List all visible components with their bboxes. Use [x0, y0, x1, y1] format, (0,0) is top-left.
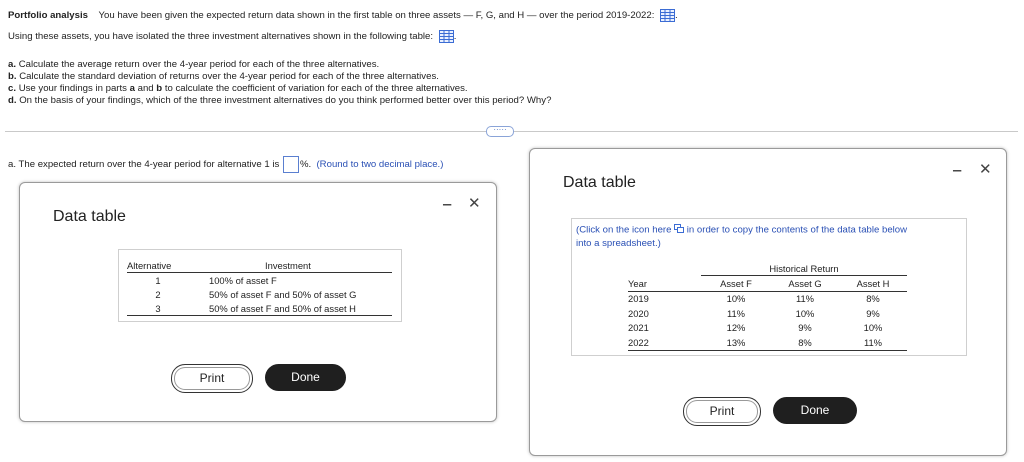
part-letter: a.: [8, 59, 17, 70]
cell-asset-h: 10%: [863, 322, 883, 334]
col-header-alternative: Alternative: [127, 260, 172, 271]
print-button[interactable]: Print: [171, 364, 253, 393]
dialog-title: Data table: [563, 174, 636, 191]
done-button[interactable]: Done: [265, 364, 346, 391]
cell-asset-h: 8%: [866, 293, 880, 305]
data-table-dialog-alternatives: [19, 182, 497, 422]
cell-asset-f: 11%: [726, 307, 746, 319]
part-letter: b.: [8, 71, 17, 82]
intro-text-1: You have been given the expected return data shown in the first table on three assets — F, G, and H — over the period 2019-2022:: [98, 10, 655, 22]
cell-asset-g: 10%: [795, 307, 815, 319]
part-ref: a: [129, 83, 135, 94]
part-b: [8, 71, 439, 82]
done-button[interactable]: Done: [773, 397, 857, 424]
table-row: [628, 321, 907, 336]
table-row: [127, 288, 392, 302]
table-grid-icon[interactable]: [439, 30, 454, 43]
part-text: to calculate the coefficient of variation for each of the three alternatives.: [162, 83, 468, 94]
problem-intro-line2: [8, 30, 456, 43]
col-header-investment: Investment: [265, 260, 311, 271]
table-row: [127, 302, 392, 316]
cell-year: 2019: [628, 293, 649, 305]
copy-note-suffix: in order to copy the contents of the data table below: [686, 224, 908, 236]
question-prefix: a. The expected return over the 4-year period for alternative 1 is: [8, 159, 280, 171]
alternatives-table: [127, 260, 392, 316]
cell-asset-g: 8%: [798, 336, 812, 348]
part-ref: b: [156, 83, 163, 94]
table-row: [628, 291, 907, 306]
col-header-asset-g: Asset G: [788, 277, 822, 289]
period: .: [453, 31, 457, 43]
cell-investment: 100% of asset F: [209, 274, 277, 286]
historical-table-frame: [571, 218, 967, 356]
col-header-year: Year: [628, 277, 647, 289]
close-icon[interactable]: ✕: [468, 195, 481, 212]
question-line: [8, 156, 443, 173]
group-header: Historical Return: [701, 261, 907, 276]
cell-asset-h: 11%: [863, 336, 883, 348]
cell-asset-f: 13%: [726, 336, 746, 348]
table-row: [628, 335, 907, 350]
part-text: Calculate the standard deviation of returns over the 4-year period for each of the three alternatives.: [19, 71, 439, 82]
part-text: and: [134, 83, 157, 94]
part-a: [8, 59, 379, 70]
cell-year: 2020: [628, 307, 649, 319]
cell-investment: 50% of asset F and 50% of asset G: [209, 289, 357, 300]
copy-note: [576, 224, 907, 236]
cell-asset-g: 11%: [795, 293, 815, 305]
close-icon[interactable]: ✕: [979, 161, 992, 178]
part-text: Calculate the average return over the 4-year period for each of the three alternatives.: [18, 59, 380, 70]
cell-alternative: 2: [155, 289, 161, 300]
part-text: Use your findings in parts: [18, 83, 130, 94]
question-unit: %.: [299, 159, 312, 171]
part-letter: d.: [8, 95, 17, 106]
dialog-title: Data table: [53, 208, 126, 225]
table-row: [628, 306, 907, 321]
problem-title: Portfolio analysis: [8, 10, 88, 22]
cell-alternative: 3: [155, 302, 161, 314]
period: .: [675, 10, 678, 22]
cell-investment: 50% of asset F and 50% of asset H: [209, 302, 356, 314]
cell-year: 2022: [628, 336, 649, 348]
copy-note-line2: into a spreadsheet.): [576, 238, 661, 249]
part-d: [8, 95, 551, 106]
cell-asset-h: 9%: [866, 307, 880, 319]
answer-input[interactable]: [283, 156, 299, 173]
part-letter: c.: [8, 83, 17, 94]
problem-intro-line1: [8, 9, 678, 22]
cell-asset-f: 10%: [726, 293, 746, 305]
expand-button[interactable]: ·····: [486, 126, 514, 137]
copy-note-prefix: (Click on the icon here: [576, 224, 672, 236]
cell-year: 2021: [628, 322, 649, 334]
col-header-asset-f: Asset F: [720, 277, 752, 289]
historical-returns-table: [628, 261, 907, 351]
minimize-icon[interactable]: ‒: [953, 162, 962, 179]
part-text: On the basis of your findings, which of the three investment alternatives do you think performed better over this period? Why?: [19, 95, 552, 106]
data-table-dialog-historical: [529, 148, 1007, 456]
part-c: [8, 83, 468, 94]
table-grid-icon[interactable]: [660, 9, 675, 22]
copy-icon[interactable]: [674, 224, 684, 236]
cell-asset-f: 12%: [726, 322, 746, 334]
intro-text-2: Using these assets, you have isolated the three investment alternatives shown in the following table:: [8, 31, 434, 43]
cell-alternative: 1: [155, 274, 161, 286]
question-hint: (Round to two decimal place.): [316, 159, 444, 171]
table-row: [127, 273, 392, 288]
cell-asset-g: 9%: [798, 322, 812, 334]
print-button[interactable]: Print: [683, 397, 761, 426]
col-header-asset-h: Asset H: [856, 277, 890, 289]
alternatives-table-frame: [118, 249, 402, 322]
minimize-icon[interactable]: ‒: [443, 196, 452, 213]
